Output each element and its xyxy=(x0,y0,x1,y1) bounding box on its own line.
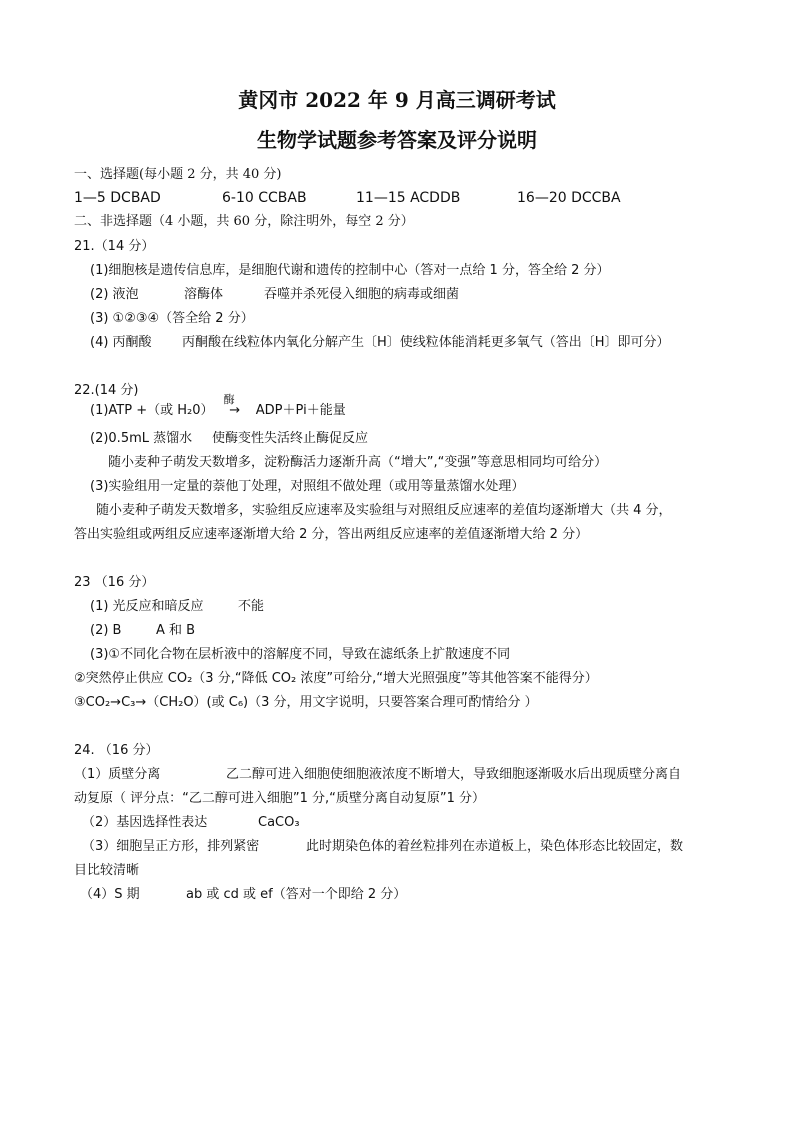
q22-equation-right: ADP＋Pi＋能量 xyxy=(255,403,346,418)
q24-answer-2-part2: CaCO₃ xyxy=(258,815,300,830)
q24-answer-3-part1: （3）细胞呈正方形，排列紧密 xyxy=(82,839,260,854)
answers-11-15: 11—15 ACDDB xyxy=(356,190,461,206)
exam-title: 黄冈市 2022 年 9 月高三调研考试 xyxy=(238,88,556,112)
q21-answer-2-part2: 溶酶体 xyxy=(184,287,224,302)
q21-answer-3: (3) ①②③④（答全给 2 分） xyxy=(90,311,254,326)
q21-heading: 21.（14 分） xyxy=(74,239,155,254)
q23-answer-3-part2: ②突然停止供应 CO₂（3 分,“降低 CO₂ 浓度”可给分,“增大光照强度”等其他答案不能得分） xyxy=(74,671,598,686)
q24-answer-2-part1: （2）基因选择性表达 xyxy=(82,815,208,830)
q24-answer-1-line2: 动复原（ 评分点：“乙二醇可进入细胞”1 分,“质壁分离自动复原”1 分） xyxy=(74,791,486,806)
q23-heading: 23 （16 分） xyxy=(74,575,155,590)
q23-answer-2-part2: A 和 B xyxy=(156,623,196,638)
q21-answer-2-part3: 吞噬并杀死侵入细胞的病毒或细菌 xyxy=(264,287,460,302)
q23-answer-3: (3)①不同化合物在层析液中的溶解度不同，导致在滤纸条上扩散速度不同 xyxy=(90,647,511,662)
q22-answer-1 xyxy=(90,393,346,420)
q21-answer-4-part1: (4) 丙酮酸 xyxy=(90,335,152,350)
answers-6-10: 6-10 CCBAB xyxy=(222,190,307,206)
enzyme-label: 酶 xyxy=(223,393,235,406)
q24-answer-4-part2: ab 或 cd 或 ef（答对一个即给 2 分） xyxy=(186,887,407,902)
q23-answer-1-part1: (1) 光反应和暗反应 xyxy=(90,599,204,614)
q21-answer-1: (1)细胞核是遗传信息库，是细胞代谢和遗传的控制中心（答对一点给 1 分，答全给 2 分） xyxy=(90,263,610,278)
q23-answer-3-part3: ③CO₂→C₃→（CH₂O）(或 C₆)（3 分，用文字说明，只要答案合理可酌情给分 ） xyxy=(74,695,538,710)
q21-answer-4-part2: 丙酮酸在线粒体内氧化分解产生〔H〕使线粒体能消耗更多氧气（答出〔H〕即可分） xyxy=(182,335,670,350)
q22-answer-2-part2: 使酶变性失活终止酶促反应 xyxy=(212,431,369,446)
q21-answer-2-part1: (2) 液泡 xyxy=(90,287,139,302)
q23-answer-1-part2: 不能 xyxy=(238,599,265,614)
answers-16-20: 16—20 DCCBA xyxy=(517,190,621,206)
q24-answer-3-part2: 此时期染色体的着丝粒排列在赤道板上，染色体形态比较固定，数 xyxy=(306,839,684,854)
q24-answer-3-line2: 目比较清晰 xyxy=(74,863,140,878)
q22-answer-3-line2: 随小麦种子萌发天数增多，实验组反应速率及实验组与对照组反应速率的差值均逐渐增大（共 4 分， xyxy=(96,503,672,518)
q24-answer-4-part1: （4）S 期 xyxy=(80,887,140,902)
reaction-arrow: → xyxy=(229,403,241,418)
q23-answer-2-part1: (2) B xyxy=(90,623,122,638)
answers-1-5: 1—5 DCBAD xyxy=(74,190,161,206)
q22-answer-2-part1: (2)0.5mL 蒸馏水 xyxy=(90,431,193,446)
q24-answer-1-part1: （1）质壁分离 xyxy=(74,767,161,782)
q24-heading: 24. （16 分） xyxy=(74,743,159,758)
section1-heading: 一、选择题(每小题 2 分，共 40 分) xyxy=(74,167,282,182)
section2-heading: 二、非选择题（4 小题，共 60 分，除注明外，每空 2 分） xyxy=(74,214,414,229)
answer-key-title: 生物学试题参考答案及评分说明 xyxy=(257,128,537,152)
q22-answer-3-line3: 答出实验组或两组反应速率逐渐增大给 2 分，答出两组反应速率的差值逐渐增大给 2 分） xyxy=(74,527,589,542)
q22-equation-left: (1)ATP +（或 H₂0） xyxy=(90,403,214,418)
q22-answer-3: (3)实验组用一定量的萘他丁处理，对照组不做处理（或用等量蒸馏水处理） xyxy=(90,479,525,494)
enzyme-arrow xyxy=(218,393,252,420)
q24-answer-1-part2: 乙二醇可进入细胞使细胞液浓度不断增大，导致细胞逐渐吸水后出现质壁分离自 xyxy=(226,767,682,782)
q22-heading: 22.(14 分) xyxy=(74,383,139,398)
q22-answer-2-line2: 随小麦种子萌发天数增多，淀粉酶活力逐渐升高（“增大”,“变强”等意思相同均可给分） xyxy=(108,455,608,470)
